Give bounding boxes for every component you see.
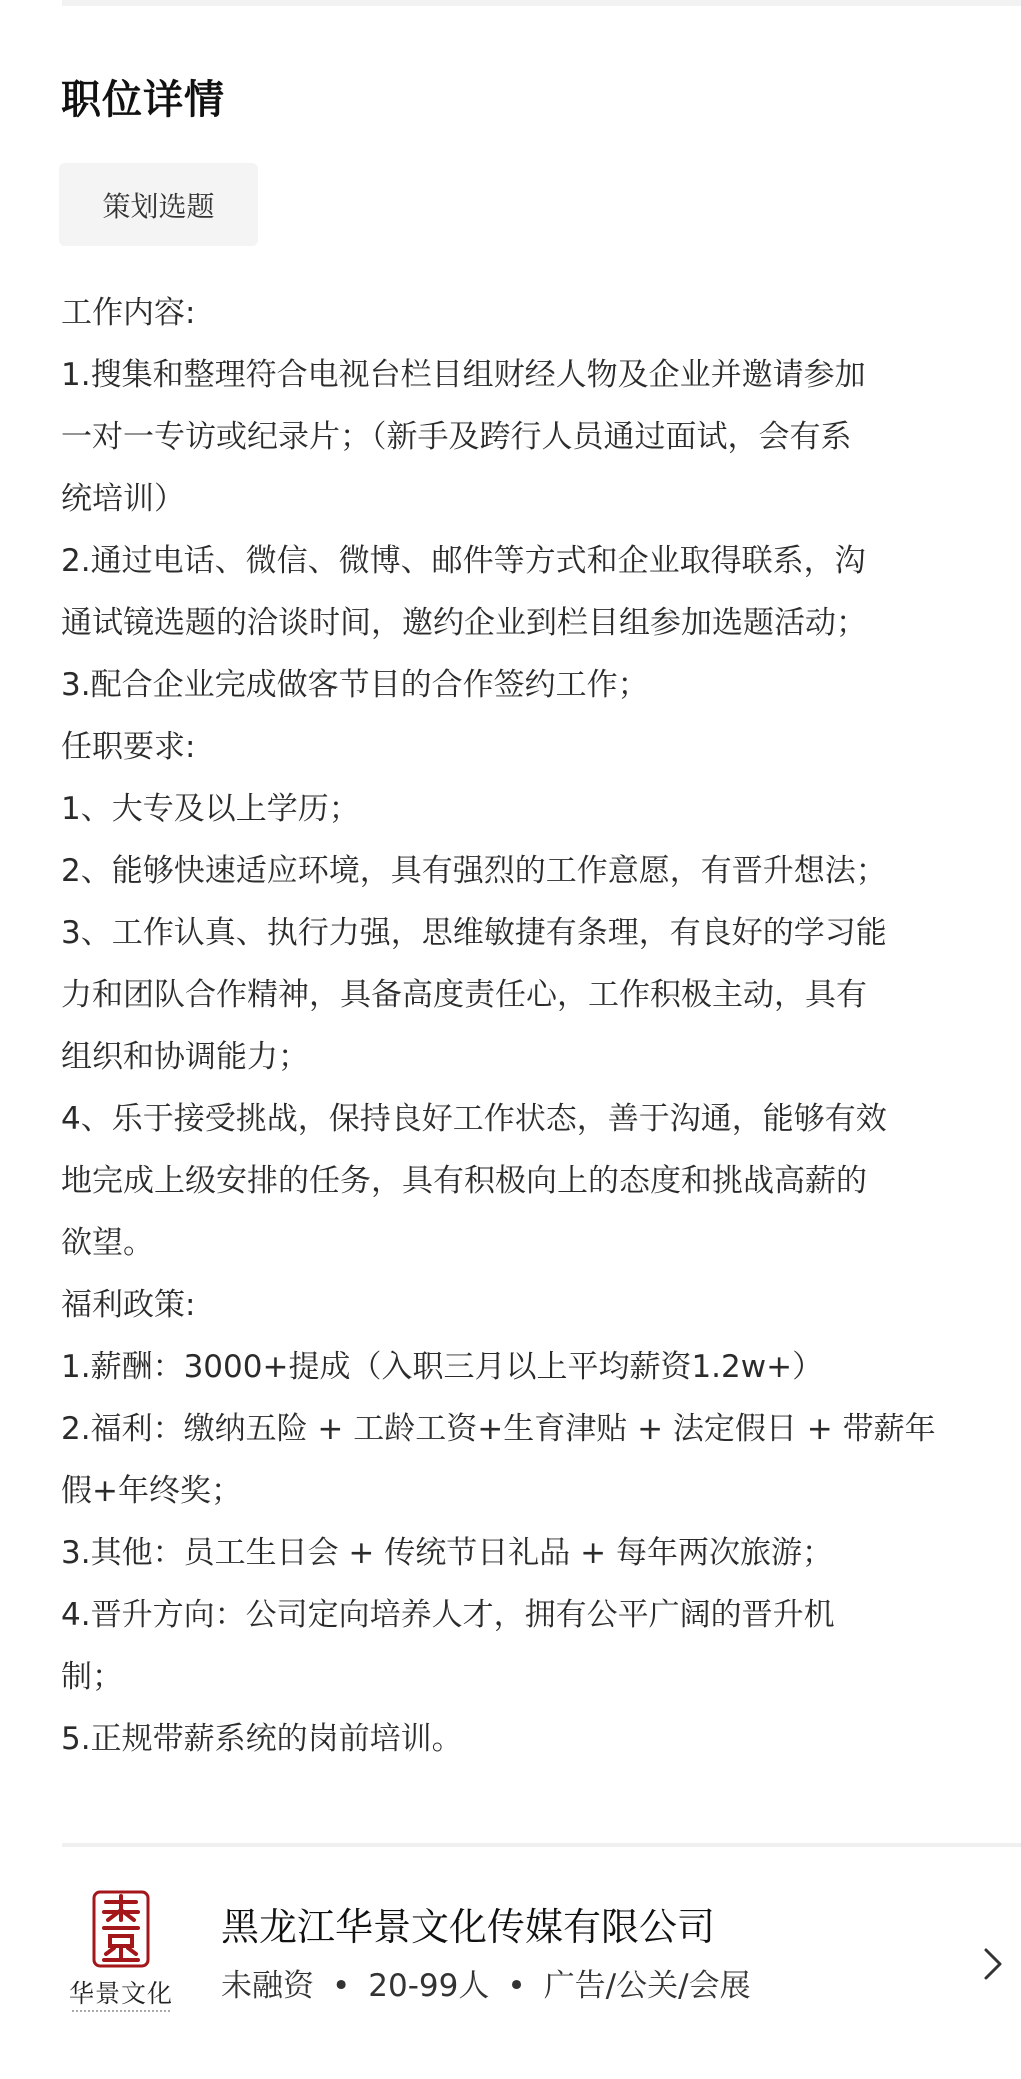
description-line: 4.晋升方向：公司定向培养人才，拥有公平广阔的晋升机 (61, 1597, 835, 1633)
meta-separator: • (507, 1968, 526, 2004)
company-meta (221, 1960, 751, 2005)
chevron-right-icon[interactable] (982, 1946, 1004, 1982)
company-size: 20-99人 (368, 1968, 490, 2004)
logo-subtext (72, 2010, 170, 2015)
description-line: 统培训） (61, 481, 185, 517)
description-line: 假+年终奖； (61, 1473, 242, 1509)
section-title: 职位详情 (61, 77, 225, 123)
description-line: 3、工作认真、执行力强，思维敏捷有条理，有良好的学习能 (61, 915, 887, 951)
description-line: 1.薪酬：3000+提成（入职三月以上平均薪资1.2w+） (61, 1349, 824, 1385)
hua-jing-seal-logo-icon (92, 1890, 150, 1968)
company-logo[interactable] (62, 1890, 180, 2020)
description-line: 3.配合企业完成做客节目的合作签约工作； (61, 667, 649, 703)
description-line: 2.福利：缴纳五险 + 工龄工资+生育津贴 + 法定假日 + 带薪年 (61, 1411, 936, 1447)
description-line: 福利政策: (61, 1287, 196, 1323)
description-line: 1、大专及以上学历； (61, 791, 360, 827)
description-line: 任职要求: (61, 729, 196, 765)
description-line: 通试镜选题的洽谈时间，邀约企业到栏目组参加选题活动； (61, 605, 867, 641)
description-line: 3.其他：员工生日会 + 传统节日礼品 + 每年两次旅游； (61, 1535, 833, 1571)
description-line: 力和团队合作精神，具备高度责任心，工作积极主动，具有 (61, 977, 867, 1013)
company-industry: 广告/公关/会展 (543, 1968, 751, 2004)
logo-text: 华景文化 (68, 1979, 173, 2008)
section-divider (62, 1843, 1021, 1847)
description-line: 2.通过电话、微信、微博、邮件等方式和企业取得联系，沟 (61, 543, 866, 579)
company-funding: 未融资 (221, 1968, 314, 2004)
description-line: 1.搜集和整理符合电视台栏目组财经人物及企业并邀请参加 (61, 357, 866, 393)
description-line: 欲望。 (61, 1225, 154, 1261)
description-line: 一对一专访或纪录片；（新手及跨行人员通过面试，会有系 (61, 419, 852, 455)
description-line: 2、能够快速适应环境，具有强烈的工作意愿，有晋升想法； (61, 853, 887, 889)
description-line: 地完成上级安排的任务，具有积极向上的态度和挑战高薪的 (61, 1163, 867, 1199)
description-line: 4、乐于接受挑战，保持良好工作状态，善于沟通，能够有效 (61, 1101, 887, 1137)
description-line: 制； (61, 1659, 123, 1695)
description-line: 组织和协调能力； (61, 1039, 309, 1075)
job-tag: 策划选题 (59, 163, 258, 246)
description-line: 工作内容: (61, 295, 196, 331)
description-line: 5.正规带薪系统的岗前培训。 (61, 1721, 463, 1757)
meta-separator: • (332, 1968, 351, 2004)
top-divider (62, 0, 1021, 6)
company-name[interactable]: 黑龙江华景文化传媒有限公司 (221, 1905, 716, 1949)
company-card[interactable] (0, 1890, 1021, 2040)
job-description (61, 282, 1011, 1770)
